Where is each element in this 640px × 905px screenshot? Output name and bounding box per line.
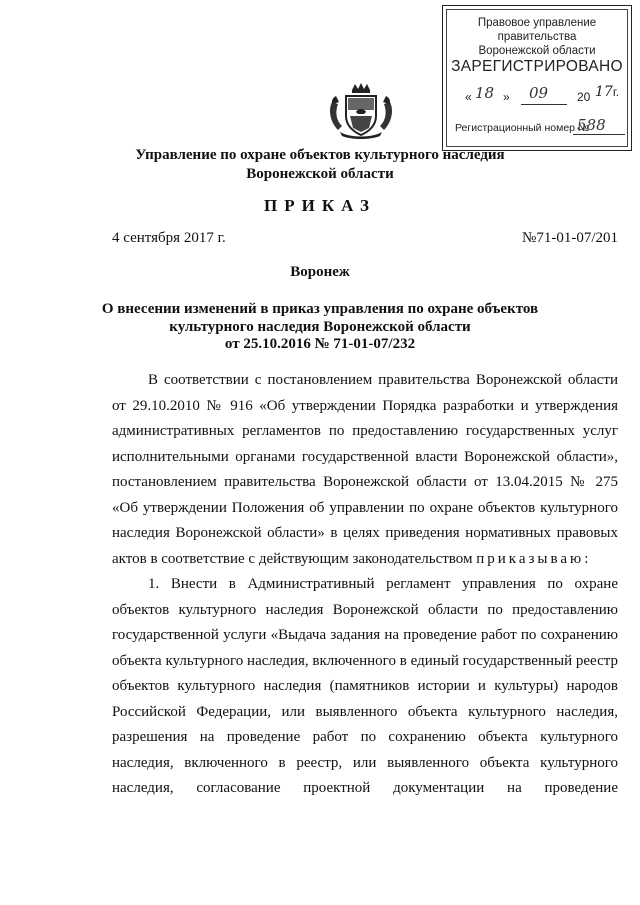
stamp-organization [447,16,627,58]
stamp-org-line2: Воронежской области [478,45,596,57]
stamp-reg-number: 588 [577,116,606,134]
subject-line2: культурного наследия Воронежской области [169,318,471,335]
registration-stamp [442,5,632,151]
stamp-inner-border [446,9,628,147]
coat-of-arms-emblem [326,82,396,140]
stamp-reg-line [573,134,625,135]
document-type: ПРИКАЗ [264,196,376,215]
document-city: Воронеж [290,264,350,280]
stamp-org-line1: Правовое управление правительства [477,17,597,43]
stamp-date-month: 09 [529,84,549,102]
department-line2: Воронежской области [246,166,394,182]
document-date: 4 сентября 2017 г. [112,230,226,246]
document-number: №71-01-07/201 [522,230,618,246]
department-line1: Управление по охране объектов культурного наследия [135,147,505,163]
stamp-date: « 18 » 09 20 17г. [465,84,620,104]
order-word: приказываю: [476,550,592,567]
stamp-year-prefix: 20 [577,90,591,104]
preamble-text: В соответствии с постановлением правительства Воронежской области от 29.10.2010 № 916 «Об утверждении Порядка разработки и утверждения административных регламентов по предоставлению государственных услуг исполнительными органами государственной власти Воронежской области», постановлением правительства Воронежской области от 13.04.2015 № 275 «Об утверждении Положения об управлении по охране объектов культурного наследия Воронежской области» в целях приведения нормативных правовых актов в соответствие с действующим законодательством [112,372,618,567]
subject-line3: от 25.10.2016 № 71-01-07/232 [224,336,416,352]
document-subject [0,301,640,354]
document-body [112,368,618,802]
subject-line1: О внесении изменений в приказ управления по охране объектов [101,301,539,317]
stamp-title: ЗАРЕГИСТРИРОВАНО [451,58,623,75]
preamble-paragraph [112,368,618,572]
stamp-date-day: 18 [475,84,495,102]
stamp-reg-label: Регистрационный номер № [455,122,590,134]
stamp-month-line [521,104,567,105]
department-name [0,146,640,184]
stamp-date-year: 17г. [595,84,620,100]
item-1-paragraph: 1. Внести в Административный регламент управления по охране объектов культурного наследия Воронежской области по предоставлению государственной услуги «Выдача задания на проведение работ по сохранению объекта культурного наследия, включенного в единый государственный реестр объектов культурного наследия (памятников истории и культуры) народов Российской Федерации, или выявленного объекта культурного наследия, разрешения на проведение работ по сохранению объекта культурного наследия, включенного в реестр, или выявленного объекта культурного наследия, согласование проектной документации на проведение [112,576,618,796]
